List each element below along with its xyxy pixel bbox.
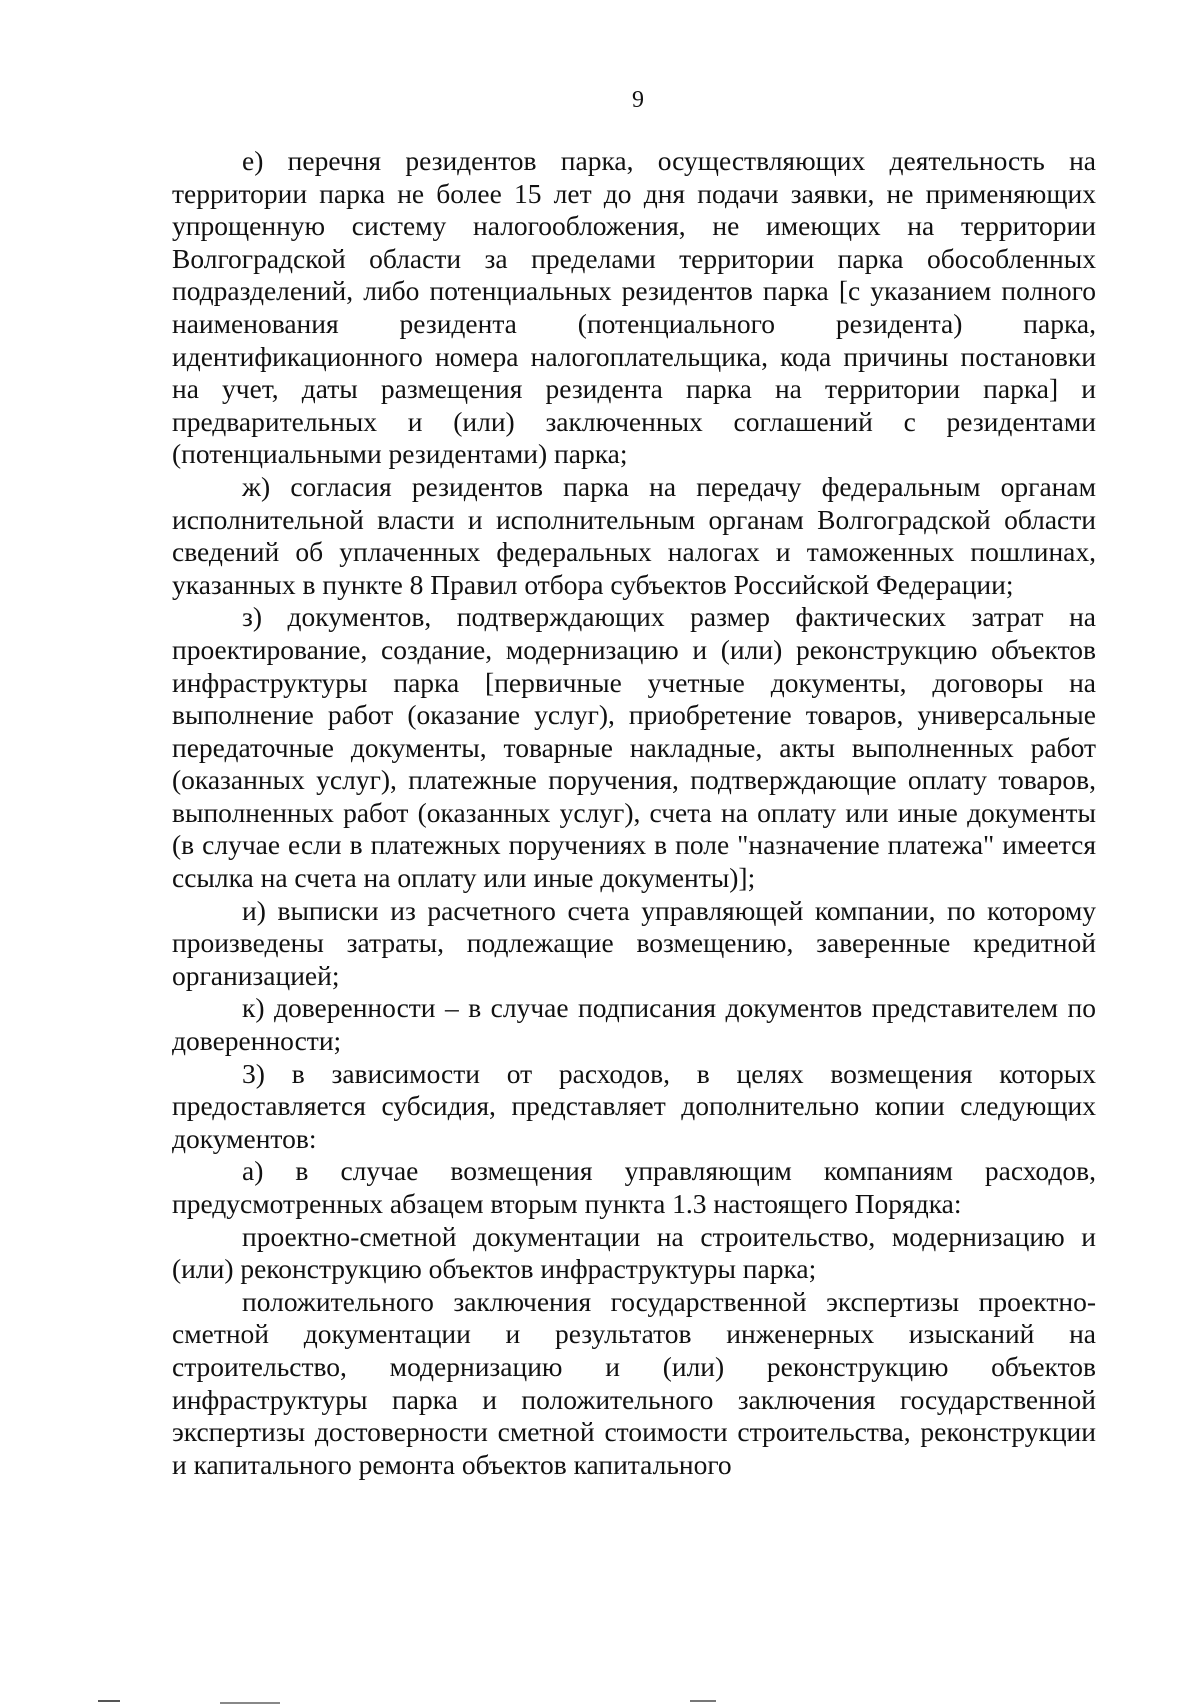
document-body (172, 145, 1096, 1481)
scan-artifact (98, 1700, 120, 1702)
paragraph-expertise: положительного заключения государственной экспертизы проектно-сметной документации и результатов инженерных изысканий на строительство, модернизацию и (или) реконструкцию объектов инфраструктуры парка и положительного заключения государственной экспертизы достоверности сметной стоимости строительства, реконструкции и капитального ремонта объектов капитального (172, 1285, 1096, 1480)
paragraph-i: и) выписки из расчетного счета управляющей компании, по которому произведены затраты, подлежащие возмещению, заверенные кредитной организацией; (172, 894, 1096, 991)
scan-artifact (690, 1700, 716, 1702)
paragraph-z: з) документов, подтверждающих размер фактических затрат на проектирование, создание, модернизацию и (или) реконструкцию объектов инфраструктуры парка [первичные учетные документы, договоры на выполнение работ (оказание услуг), приобретение товаров, универсальные передаточные документы, товарные накладные, акты выполненных работ (оказанных услуг), платежные поручения, подтверждающие оплату товаров, выполненных работ (оказанных услуг), счета на оплату или иные документы (в случае если в платежных поручениях в поле "назначение платежа" имеется ссылка на счета на оплату или иные документы)]; (172, 601, 1096, 894)
paragraph-k: к) доверенности – в случае подписания документов представителем по доверенности; (172, 992, 1096, 1057)
paragraph-e: е) перечня резидентов парка, осуществляющих деятельность на территории парка не более 15 лет до дня подачи заявки, не применяющих упрощенную систему налогообложения, не имеющих на территории Волгоградской области за пределами территории парка обособленных подразделений, либо потенциальных резидентов парка [с указанием полного наименования резидента (потенциального резидента) парка, идентификационного номера налогоплательщика, кода причины постановки на учет, даты размещения резидента парка на территории парка] и предварительных и (или) заключенных соглашений с резидентами (потенциальными резидентами) парка; (172, 145, 1096, 470)
page-number: 9 (632, 87, 644, 113)
paragraph-3: 3) в зависимости от расходов, в целях возмещения которых предоставляется субсидия, представляет дополнительно копии следующих документов: (172, 1057, 1096, 1154)
paragraph-zh: ж) согласия резидентов парка на передачу федеральным органам исполнительной власти и исполнительным органам Волгоградской области сведений об уплаченных федеральных налогах и таможенных пошлинах, указанных в пункте 8 Правил отбора субъектов Российской Федерации; (172, 470, 1096, 600)
scan-artifact (220, 1702, 280, 1704)
paragraph-a: а) в случае возмещения управляющим компаниям расходов, предусмотренных абзацем вторым пункта 1.3 настоящего Порядка: (172, 1155, 1096, 1219)
paragraph-design-docs: проектно-сметной документации на строительство, модернизацию и (или) реконструкцию объектов инфраструктуры парка; (172, 1220, 1096, 1285)
